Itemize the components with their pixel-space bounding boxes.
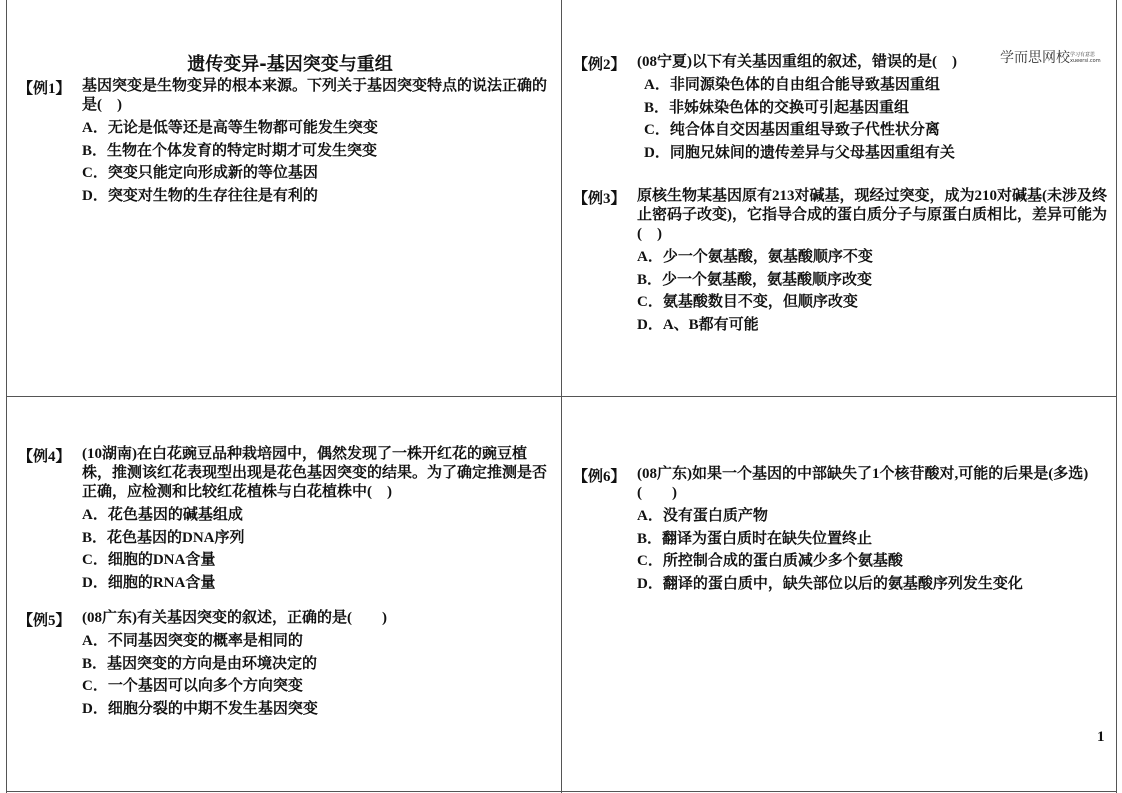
option-c: C．细胞的DNA含量 — [82, 552, 216, 569]
option-a: A．花色基因的碱基组成 — [82, 507, 243, 523]
option-d: D．A、B都有可能 — [637, 316, 759, 333]
example-6 — [573, 465, 1093, 595]
question-text: 基因突变是生物变异的根本来源。下列关于基因突变特点的说法正确的是( ) — [82, 78, 548, 113]
example-label: 【例1】 — [18, 81, 71, 97]
example-4 — [18, 445, 554, 594]
page-number: 1 — [1097, 729, 1105, 745]
brand-logo: 学而思网校学习有意思 xueersi.com — [1000, 50, 1101, 66]
question-text: 原核生物某基因原有213对碱基，现经过突变，成为210对碱基(未涉及终止密码子改变)，它指导合成的蛋白质分子与原蛋白质相比，差异可能为 ( ) — [637, 188, 1107, 242]
option-a: A．无论是低等还是高等生物都可能发生突变 — [82, 120, 378, 136]
option-d: D．翻译的蛋白质中，缺失部位以后的氨基酸序列发生变化 — [637, 575, 1023, 592]
example-3 — [573, 187, 1109, 336]
example-label: 【例4】 — [18, 449, 71, 465]
option-a: A．没有蛋白质产物 — [637, 508, 768, 524]
option-b: B．非姊妹染色体的交换可引起基因重组 — [644, 99, 910, 116]
example-label: 【例2】 — [573, 57, 626, 73]
option-c: C．氨基酸数目不变，但顺序改变 — [637, 294, 858, 311]
option-b: B．生物在个体发育的特定时期才可发生突变 — [82, 142, 378, 159]
option-a: A．少一个氨基酸，氨基酸顺序不变 — [637, 249, 873, 265]
option-d: D．突变对生物的生存往往是有利的 — [82, 187, 318, 204]
example-label: 【例5】 — [18, 613, 71, 629]
example-5 — [18, 609, 554, 720]
question-text: (08宁夏)以下有关基因重组的叙述，错误的是( ) — [637, 54, 957, 70]
example-label: 【例3】 — [573, 191, 626, 207]
option-d: D．同胞兄妹间的遗传差异与父母基因重组有关 — [644, 144, 955, 161]
example-2 — [573, 53, 993, 164]
example-label: 【例6】 — [573, 469, 626, 485]
option-c: C．所控制合成的蛋白质减少多个氨基酸 — [637, 553, 903, 570]
option-b: B．基因突变的方向是由环境决定的 — [82, 655, 318, 672]
option-d: D．细胞的RNA含量 — [82, 574, 216, 591]
option-b: B．花色基因的DNA序列 — [82, 529, 245, 546]
option-d: D．细胞分裂的中期不发生基因突变 — [82, 700, 318, 717]
question-text: (08广东)如果一个基因的中部缺失了1个核苷酸对,可能的后果是(多选) ( ) — [637, 466, 1089, 501]
page-title: 遗传变异-基因突变与重组 — [187, 54, 393, 75]
option-a: A．非同源染色体的自由组合能导致基因重组 — [644, 77, 940, 93]
option-a: A．不同基因突变的概率是相同的 — [82, 633, 303, 649]
option-c: C．一个基因可以向多个方向突变 — [82, 678, 303, 695]
option-c: C．突变只能定向形成新的等位基因 — [82, 165, 318, 182]
question-text: (10湖南)在白花豌豆品种栽培园中，偶然发现了一株开红花的豌豆植株，推测该红花表现型出现是花色基因突变的结果。为了确定推测是否正确，应检测和比较红花植株与白花植株中( ) — [82, 446, 548, 500]
border-bottom — [6, 791, 1117, 792]
option-b: B．少一个氨基酸，氨基酸顺序改变 — [637, 271, 873, 288]
border-center-horizontal — [6, 396, 1117, 397]
example-1 — [18, 77, 548, 207]
option-c: C．纯合体自交因基因重组导致子代性状分离 — [644, 122, 940, 139]
option-b: B．翻译为蛋白质时在缺失位置终止 — [637, 530, 873, 547]
question-text: (08广东)有关基因突变的叙述，正确的是( ) — [82, 610, 387, 626]
